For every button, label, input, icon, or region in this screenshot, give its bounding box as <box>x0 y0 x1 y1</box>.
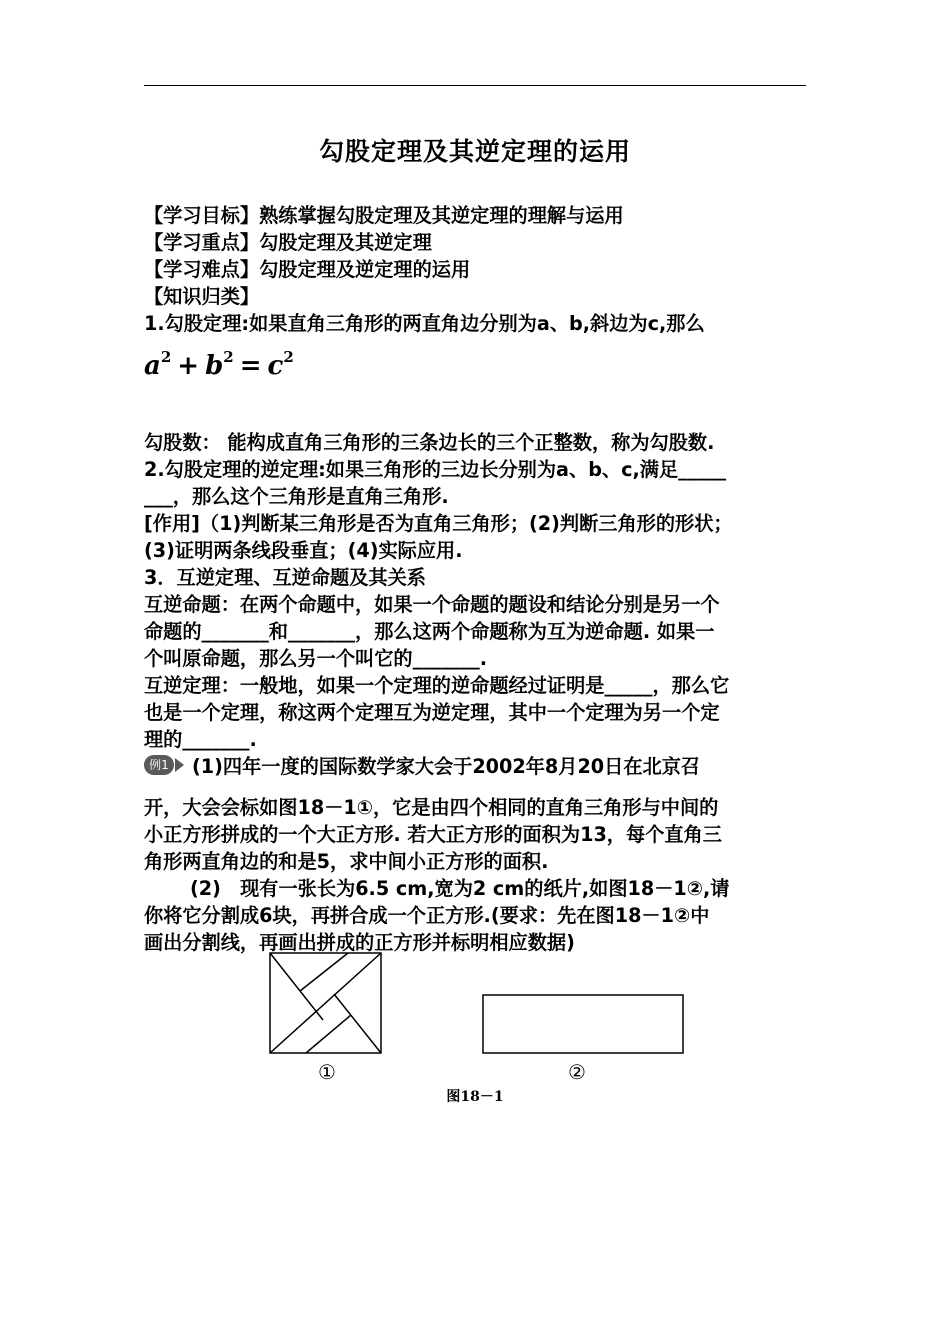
pythagorean-numbers: 勾股数： 能构成直角三角形的三条边长的三个正整数，称为勾股数. <box>144 431 715 454</box>
formula-equals: = <box>239 351 262 381</box>
converse-prop-line-3: 个叫原命题，那么另一个叫它的_______. <box>144 647 488 670</box>
formula-a: a <box>144 351 161 381</box>
learning-difficulty: 【学习难点】勾股定理及逆定理的运用 <box>144 258 471 281</box>
page-title: 勾股定理及其逆定理的运用 <box>318 137 631 166</box>
paper-rectangle <box>483 995 683 1053</box>
converse-prop-line-1: 互逆命题：在两个命题中，如果一个命题的题设和结论分别是另一个 <box>144 593 720 616</box>
figure-label-1: ① <box>318 1060 336 1084</box>
inner-line-4 <box>306 1015 351 1053</box>
formula-plus: + <box>177 351 200 381</box>
uses-line-2: (3)证明两条线段垂直；(4)实际应用. <box>144 539 463 562</box>
example-1-line-4: 角形两直角边的和是5，求中间小正方形的面积. <box>144 850 549 873</box>
converse-theorem-line-2: 也是一个定理，称这两个定理互为逆定理，其中一个定理为另一个定 <box>144 701 720 724</box>
converse-theorem-line-1: 互逆定理：一般地，如果一个定理的逆命题经过证明是_____，那么它 <box>144 674 730 697</box>
inner-line-3 <box>300 953 348 991</box>
converse-prop-line-2: 命题的_______和_______，那么这两个命题称为互为逆命题. 如果一 <box>144 620 715 643</box>
learning-goal: 【学习目标】熟练掌握勾股定理及其逆定理的理解与运用 <box>144 204 624 227</box>
converse-theorem-line-3: 理的_______. <box>144 728 257 751</box>
formula-b-exp: 2 <box>223 348 234 366</box>
formula-b: b <box>205 351 224 381</box>
example-2-line-3: 画出分割线，再画出拼成的正方形并标明相应数据) <box>144 931 575 954</box>
example-badge <box>144 754 186 776</box>
play-arrow-icon <box>175 758 184 772</box>
pinwheel-square-figure <box>270 953 381 1053</box>
document-body <box>144 202 812 956</box>
formula-a-exp: 2 <box>160 348 172 366</box>
section-2-line-2: ___，那么这个三角形是直角三角形. <box>144 485 449 508</box>
learning-focus: 【学习重点】勾股定理及其逆定理 <box>144 231 432 254</box>
example-1-line-3: 小正方形拼成的一个大正方形. 若大正方形的面积为13，每个直角三 <box>144 823 722 846</box>
example-badge-label: 例1 <box>144 755 174 775</box>
knowledge-heading: 【知识归类】 <box>144 285 260 308</box>
example-1-line-2: 开，大会会标如图18－1①，它是由四个相同的直角三角形与中间的 <box>144 796 719 819</box>
section-1-text: 1.勾股定理:如果直角三角形的两直角边分别为a、b,斜边为c,那么 <box>144 312 705 335</box>
section-3-heading: 3．互逆定理、互逆命题及其关系 <box>144 566 426 589</box>
formula-c: c <box>267 351 284 381</box>
figure-caption: 图18－1 <box>446 1089 504 1105</box>
header-rule <box>144 85 806 86</box>
formula-c-exp: 2 <box>283 348 294 366</box>
pythagorean-formula <box>144 348 812 381</box>
example-1-text: (1)四年一度的国际数学家大会于2002年8月20日在北京召 <box>192 755 701 778</box>
figure-18-1 <box>0 948 950 1118</box>
figure-drawing <box>0 948 950 1068</box>
example-2-line-1: (2) 现有一张长为6.5 cm,宽为2 cm的纸片,如图18－1②,请 <box>190 877 730 900</box>
example-1-line-1 <box>144 753 812 780</box>
uses-line-1: [作用]（1)判断某三角形是否为直角三角形；(2)判断三角形的形状； <box>144 512 733 535</box>
section-2-line-1: 2.勾股定理的逆定理:如果三角形的三边长分别为a、b、c,满足_____ <box>144 458 727 481</box>
example-2-line-2: 你将它分割成6块，再拼合成一个正方形.(要求：先在图18－1②中 <box>144 904 710 927</box>
figure-label-2: ② <box>568 1060 586 1084</box>
inner-line-1 <box>270 953 323 1020</box>
diagonal-line <box>270 953 381 1053</box>
